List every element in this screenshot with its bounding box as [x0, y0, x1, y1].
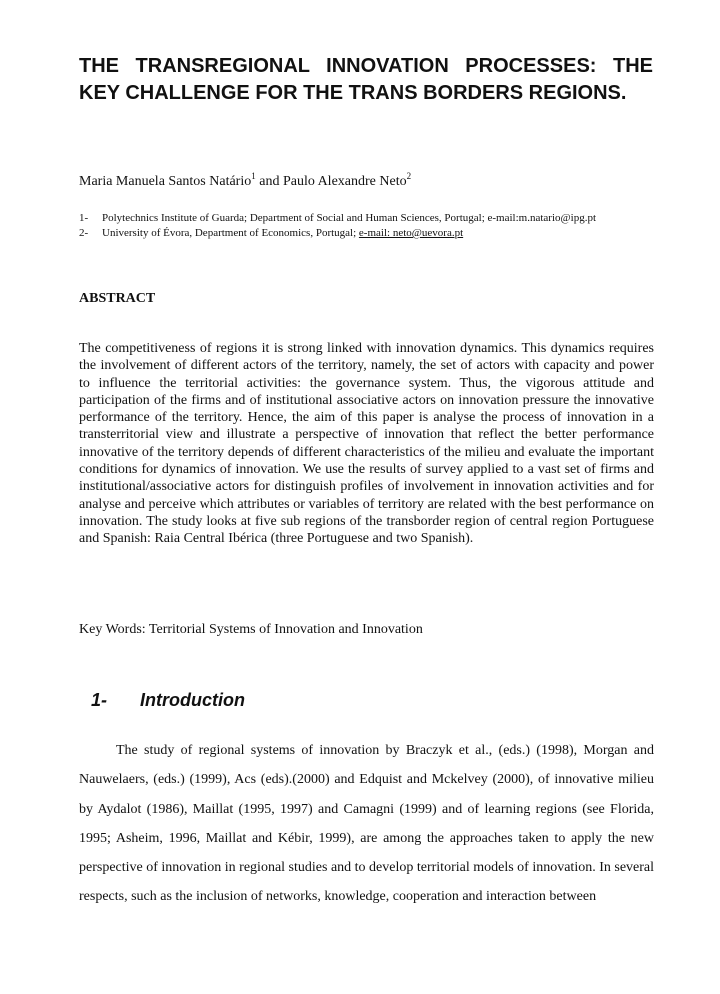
- keywords-line: Key Words: Territorial Systems of Innovation and Innovation: [79, 622, 423, 637]
- affiliation-list: [79, 211, 679, 241]
- affiliation-text: Polytechnics Institute of Guarda; Department of Social and Human Sciences, Portugal; e-mail:m.natario@ipg.pt: [102, 212, 597, 224]
- author-2-name: Paulo Alexandre Neto: [282, 174, 407, 189]
- section-number: 1-: [91, 690, 108, 710]
- section-heading: [91, 690, 245, 711]
- section-title: Introduction: [140, 690, 245, 710]
- paper-title: THE TRANSREGIONAL INNOVATION PROCESSES: THE KEY CHALLENGE FOR THE TRANS BORDERS REGIONS.: [79, 55, 653, 104]
- email-link[interactable]: e-mail: neto@uevora.pt: [358, 227, 464, 239]
- affiliation-number: 1-: [79, 212, 89, 224]
- affiliation-text: University of Évora, Department of Economics, Portugal;: [102, 227, 359, 239]
- affiliation-item: [79, 211, 679, 226]
- abstract-heading: ABSTRACT: [79, 291, 156, 306]
- abstract-text: The competitiveness of regions it is strong linked with innovation dynamics. This dynamics requires the involvement of different actors of the territory, namely, the set of actors with capacity and power to influence the territorial activities: the governance system. Thus, the vigorous attitude and participation of the firms and of institutional associative actors on innovation pressure the innovative performance of the territory. Hence, the aim of this paper is analyse the process of innovation in a transterritorial view and illustrate a perspective of innovation that reflect the better performance innovative of the territory depends of different characteristics of the milieu and evaluate the important conditions for dynamics of innovation. We use the results of survey applied to a vast set of firms and institutional/associative actors for distinguish profiles of involvement in innovation activities and for analyse and perceive which attributes or variables of territory are related with the best performance on innovation. The study looks at five sub regions of the transborder region of central region Portuguese and Spanish: Raia Central Ibérica (three Portuguese and two Spanish).: [79, 341, 654, 547]
- intro-paragraph: The study of regional systems of innovation by Braczyk et al., (eds.) (1998), Morgan and Nauwelaers, (eds.) (1999), Acs (eds).(2000) and Edquist and Mckelvey (2000), of innovative milieu by Aydalot (1986), Maillat (1995, 1997) and Camagni (1999) and of learning regions (see Florida, 1995; Asheim, 1996, Maillat and Kébir, 1999), are among the approaches taken to apply the new perspective of innovation in regional studies and to develop territorial models of innovation. In several respects, such as the inclusion of networks, knowledge, cooperation and interaction between: [79, 743, 655, 905]
- author-connector: and: [255, 174, 283, 189]
- author-1-name: Maria Manuela Santos Natário: [79, 174, 252, 189]
- affiliation-number: 2-: [79, 227, 89, 239]
- affiliation-item: [79, 226, 679, 241]
- author-line: [79, 172, 679, 192]
- author-1-affil-marker: 1: [251, 171, 256, 181]
- author-2-affil-marker: 2: [406, 171, 412, 181]
